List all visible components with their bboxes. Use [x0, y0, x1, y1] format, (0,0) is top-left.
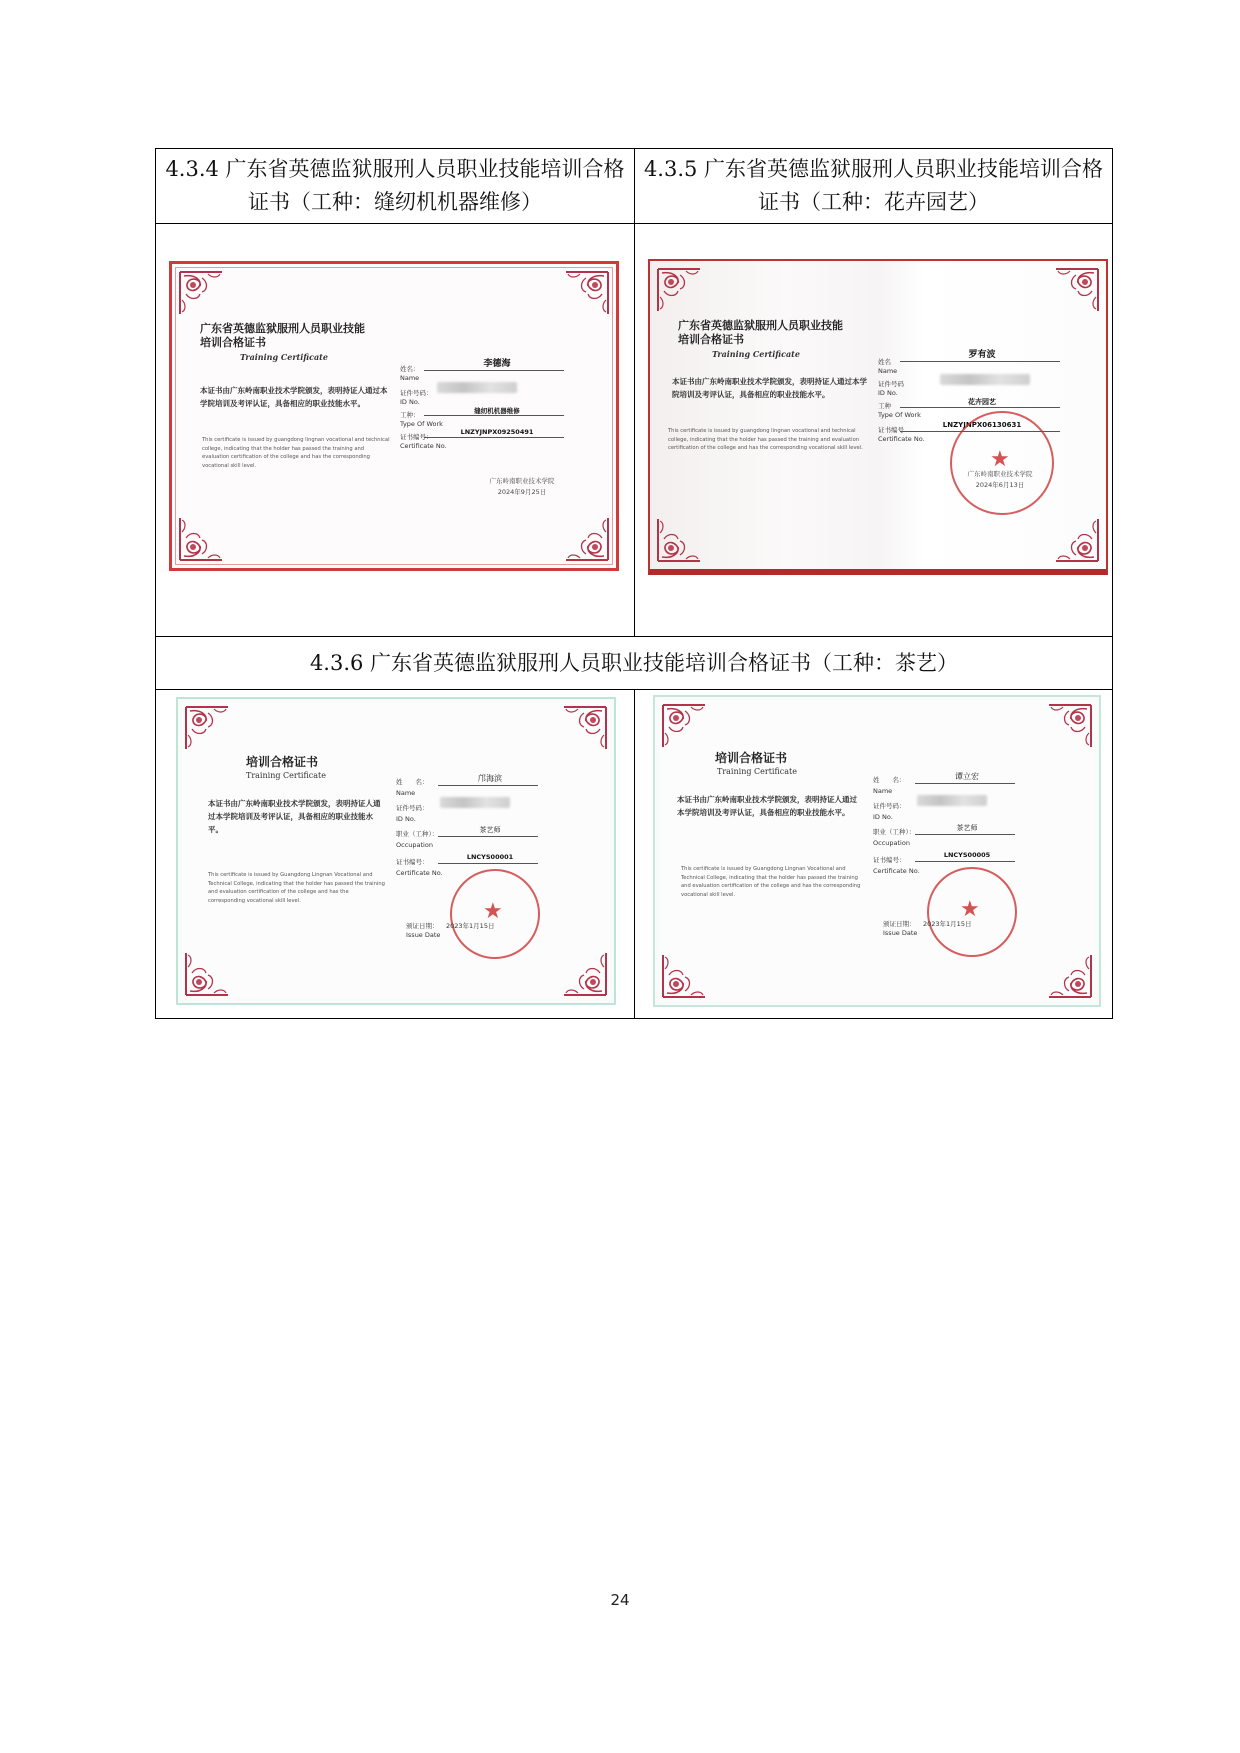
header-row-2 — [156, 637, 1113, 690]
cert-no-value: LNCYS00001 — [466, 853, 514, 861]
field-underline — [900, 361, 1060, 362]
cert-no-label-en: Certificate No. — [878, 435, 925, 443]
occupation-value: 茶艺师 — [479, 826, 501, 834]
ornament-icon — [184, 951, 230, 997]
field-underline — [915, 783, 1015, 784]
cert-title — [678, 319, 878, 347]
work-label: 工种： — [400, 411, 420, 419]
certificate-tea-art-2 — [653, 695, 1101, 1007]
cell-cert-tea-2 — [635, 690, 1113, 1019]
cert-body-en: This certificate is issued by Guangdong Lingnan Vocational and Technical College, indicating that the holder has passed the training and evaluation certification of the college and has the corresponding vocational skill level. — [208, 872, 385, 904]
issue-date: 2024年9月25日 — [497, 488, 547, 496]
ornament-icon — [661, 953, 707, 999]
ornament-icon — [1047, 703, 1093, 749]
id-label-en: ID No. — [396, 815, 416, 823]
occupation-value: 茶艺师 — [956, 824, 978, 832]
certificate-sewing-machine-repair — [169, 261, 619, 571]
cert-body-en: This certificate is issued by guangdong lingnan vocational and technical college, indicating that the holder has passed the training and evaluation certification of the college and has the corresponding vocational skill level. — [202, 437, 390, 469]
work-label: 工种 — [878, 402, 891, 410]
cert-no-value: LNCYS00005 — [943, 851, 991, 859]
work-label-en: Type Of Work — [400, 420, 443, 428]
certificate-horticulture — [648, 259, 1108, 575]
name-value: 李德海 — [483, 359, 511, 369]
cert-title-line1: 广东省英德监狱服刑人员职业技能 — [678, 319, 843, 332]
issue-date-label-en: Issue Date — [883, 929, 918, 937]
cert-no-value: LNZYJNPX09250491 — [460, 428, 534, 436]
field-underline — [900, 407, 1060, 408]
ornament-icon — [1047, 953, 1093, 999]
ornament-icon — [661, 703, 707, 749]
id-label-en: ID No. — [878, 389, 898, 397]
name-label-en: Name — [878, 367, 898, 375]
section-4-3-5-title: 4.3.5 广东省英德监狱服刑人员职业技能培训合格证书（工种：花卉园艺） — [635, 149, 1113, 224]
section-4-3-4-title: 4.3.4 广东省英德监狱服刑人员职业技能培训合格证书（工种：缝纫机机器维修） — [156, 149, 635, 224]
page-number: 24 — [610, 1591, 630, 1609]
issue-date: 2024年6月13日 — [975, 481, 1025, 489]
issue-date-label: 颁证日期： — [406, 922, 439, 930]
cert-no-label: 证书编号： — [873, 856, 906, 864]
ornament-icon — [184, 705, 230, 751]
field-underline — [438, 863, 538, 864]
ornament-icon — [562, 705, 608, 751]
header-row-1 — [156, 149, 1113, 224]
cert-no-label-en: Certificate No. — [400, 442, 447, 450]
ornament-icon — [178, 516, 224, 562]
redacted-id — [917, 795, 987, 806]
redacted-id — [437, 382, 517, 393]
issue-date-label: 颁证日期： — [883, 920, 916, 928]
issuer-block — [472, 476, 572, 498]
field-underline — [438, 836, 538, 837]
ornament-icon — [656, 517, 702, 563]
cert-no-value: LNZYJNPX06130631 — [942, 421, 1022, 429]
cert-title-line2: 培训合格证书 — [200, 336, 266, 349]
certificate-tea-art-1 — [176, 697, 616, 1005]
cert-title-line2: 培训合格证书 — [678, 333, 744, 346]
id-label: 证件号码： — [396, 804, 429, 812]
field-underline — [424, 437, 564, 438]
ornament-icon — [562, 951, 608, 997]
ornament-icon — [564, 270, 610, 316]
name-label-en: Name — [400, 374, 420, 382]
field-underline — [438, 785, 538, 786]
photo-row-1 — [156, 224, 1113, 637]
redacted-id — [940, 374, 1030, 385]
issue-date-value: 2023年1月15日 — [446, 922, 495, 930]
cert-title — [200, 322, 390, 350]
issuer-name: 广东岭南职业技术学院 — [489, 477, 555, 485]
cert-subtitle: Training Certificate — [712, 349, 800, 359]
cert-no-label: 证书编号 — [878, 426, 904, 434]
ornament-icon — [1054, 517, 1100, 563]
cert-body-en: This certificate is issued by Guangdong Lingnan Vocational and Technical College, indicating that the holder has passed the training and evaluation certification of the college and has the corresponding vocational skill level. — [681, 866, 861, 898]
field-underline — [424, 370, 564, 371]
cert-no-label-en: Certificate No. — [873, 867, 920, 875]
seal-star-icon: ★ — [960, 897, 980, 922]
cert-subtitle: Training Certificate — [240, 352, 328, 362]
name-value: 谭立宏 — [955, 772, 979, 781]
cell-cert-tea-1 — [156, 690, 635, 1019]
issuer-block — [950, 469, 1050, 491]
name-value: 邝海滨 — [478, 774, 502, 783]
cert-body: 本证书由广东岭南职业技术学院颁发，表明持证人通过本学院培训及考评认证，具备相应的职业技能水平。 — [677, 795, 857, 817]
cert-no-label: 证书编号： — [396, 858, 429, 866]
cell-cert-horticulture — [635, 224, 1113, 637]
name-label-en: Name — [873, 787, 893, 795]
id-label: 证件号码： — [873, 802, 906, 810]
cert-body: 本证书由广东岭南职业技术学院颁发，表明持证人通过本学院培训及考评认证，具备相应的职业技能水平。 — [208, 799, 381, 834]
occupation-label: 职业（工种）： — [396, 830, 439, 838]
name-label-en: Name — [396, 789, 416, 797]
name-label: 姓 名： — [396, 778, 429, 786]
cert-body-en: This certificate is issued by guangdong lingnan vocational and technical college, indicating that the holder has passed the training and evaluation certification of the college and has the corresponding vocational skill level. — [668, 428, 863, 451]
section-4-3-6-title: 4.3.6 广东省英德监狱服刑人员职业技能培训合格证书（工种：茶艺） — [156, 637, 1113, 690]
cert-body: 本证书由广东岭南职业技术学院颁发，表明持证人通过本学院培训及考评认证，具备相应的职业技能水平。 — [672, 377, 867, 399]
cert-subtitle: Training Certificate — [246, 771, 327, 780]
work-label-en: Type Of Work — [878, 411, 921, 419]
id-label: 证件号码 — [878, 380, 904, 388]
name-label: 姓 名： — [873, 776, 906, 784]
occupation-label-en: Occupation — [873, 839, 910, 847]
certificate-table — [155, 148, 1113, 1019]
issue-date-value: 2023年1月15日 — [923, 920, 972, 928]
cert-title: 培训合格证书 — [715, 751, 788, 765]
name-label: 姓名 — [878, 358, 891, 366]
cert-subtitle: Training Certificate — [717, 767, 798, 776]
seal-star-icon: ★ — [990, 447, 1010, 472]
name-label: 姓名： — [400, 365, 420, 373]
work-value: 花卉园艺 — [968, 398, 996, 406]
ornament-icon — [656, 267, 702, 313]
id-label-en: ID No. — [873, 813, 893, 821]
cert-title: 培训合格证书 — [246, 755, 319, 769]
cert-title-line1: 广东省英德监狱服刑人员职业技能 — [200, 322, 365, 335]
cert-body: 本证书由广东岭南职业技术学院颁发，表明持证人通过本学院培训及考评认证，具备相应的职业技能水平。 — [200, 386, 388, 408]
seal-star-icon: ★ — [483, 899, 503, 924]
ornament-icon — [564, 516, 610, 562]
work-value: 缝纫机机器维修 — [474, 407, 520, 415]
cell-cert-sewing — [156, 224, 635, 637]
cert-no-label-en: Certificate No. — [396, 869, 443, 877]
id-label-en: ID No. — [400, 398, 420, 406]
field-underline — [915, 861, 1015, 862]
id-label: 证件号码： — [400, 389, 433, 397]
cert-no-label: 证书编号： — [400, 433, 433, 441]
field-underline — [424, 415, 564, 416]
issue-date-label-en: Issue Date — [406, 931, 441, 939]
name-value: 罗有波 — [968, 350, 996, 360]
issuer-name: 广东岭南职业技术学院 — [967, 470, 1033, 478]
field-underline — [915, 834, 1015, 835]
occupation-label-en: Occupation — [396, 841, 433, 849]
occupation-label: 职业（工种）： — [873, 828, 916, 836]
redacted-id — [440, 797, 510, 808]
ornament-icon — [1054, 267, 1100, 313]
ornament-icon — [178, 270, 224, 316]
photo-row-2 — [156, 690, 1113, 1019]
